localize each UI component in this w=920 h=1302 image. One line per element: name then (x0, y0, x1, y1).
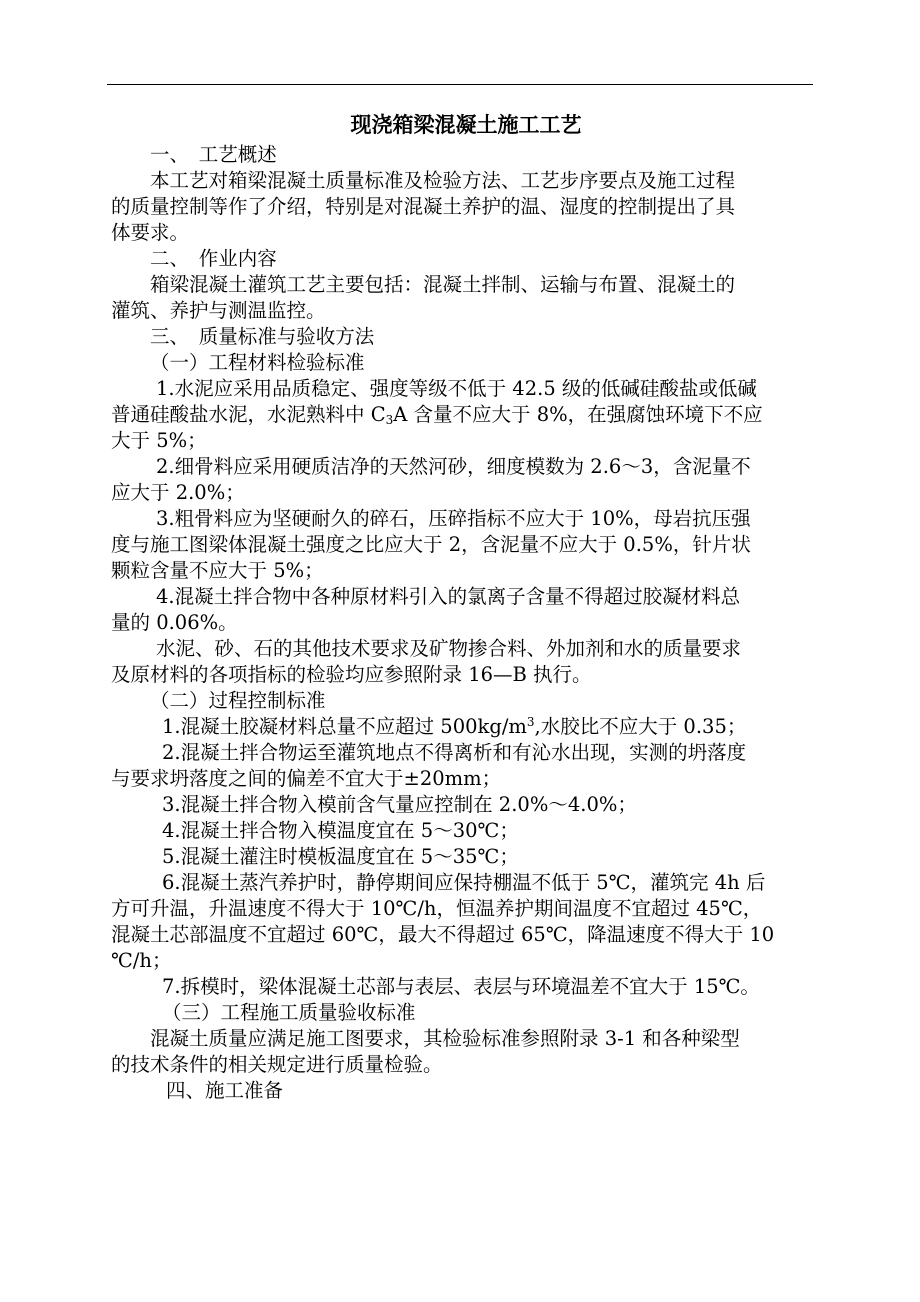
material-item-3-line: 颗粒含量不应大于 5%； (111, 559, 324, 582)
material-item-4-line: 量的 0.06%。 (111, 611, 238, 634)
process-item-2-line: 与要求坍落度之间的偏差不宜大于±20mm； (111, 767, 502, 790)
material-item-2-line: 应大于 2.0%； (111, 481, 245, 504)
section-2-line: 灌筑、养护与测温监控。 (111, 299, 326, 322)
superscript-3: 3 (526, 715, 535, 729)
material-note-line: 水泥、砂、石的其他技术要求及矿物掺合料、外加剂和水的质量要求 (156, 637, 742, 660)
material-item-1-line: 1.水泥应采用品质稳定、强度等级不低于 42.5 级的低碱硅酸盐或低碱 (156, 377, 757, 400)
material-item-2-line: 2.细骨料应采用硬质洁净的天然河砂，细度模数为 2.6～3，含泥量不 (156, 455, 751, 478)
subsection-3-heading: （三）工程施工质量验收标准 (162, 1001, 416, 1024)
process-item-5: 5.混凝土灌注时模板温度宜在 5～35℃； (162, 845, 519, 868)
process-item-2-line: 2.混凝土拌合物运至灌筑地点不得离析和有沁水出现，实测的坍落度 (162, 741, 747, 764)
material-item-4-line: 4.混凝土拌合物中各种原材料引入的氯离子含量不得超过胶凝材料总 (156, 585, 741, 608)
process-item-6-line: 方可升温，升温速度不得大于 10℃/h，恒温养护期间温度不宜超过 45℃， (111, 897, 763, 920)
process-item-1-text: 1.混凝土胶凝材料总量不应超过 500kg/m (162, 715, 527, 738)
process-item-1 (111, 714, 813, 740)
section-1-line: 体要求。 (111, 221, 190, 244)
acceptance-line: 混凝土质量应满足施工图要求，其检验标准参照附录 3-1 和各种梁型 (150, 1027, 740, 1050)
process-item-1-text: ,水胶比不应大于 0.35； (534, 715, 747, 738)
material-item-1-text: A 含量不应大于 8%，在强腐蚀环境下不应 (393, 403, 763, 426)
process-item-6-line: 混凝土芯部温度不宜超过 60℃，最大不得超过 65℃，降温速度不得大于 10 (111, 923, 775, 946)
process-item-7: 7.拆模时，梁体混凝土芯部与表层、表层与环境温差不宜大于 15℃。 (162, 975, 760, 998)
process-item-6-line: 6.混凝土蒸汽养护时，静停期间应保持棚温不低于 5℃，灌筑完 4h 后 (162, 871, 766, 894)
material-item-1-text: 普通硅酸盐水泥，水泥熟料中 C (111, 403, 386, 426)
section-2-line: 箱梁混凝土灌筑工艺主要包括：混凝土拌制、运输与布置、混凝土的 (150, 273, 736, 296)
section-1-heading: 一、 工艺概述 (150, 143, 277, 166)
material-item-1-line (111, 402, 813, 428)
section-4-heading: 四、施工准备 (166, 1079, 284, 1102)
section-2-heading: 二、 作业内容 (150, 247, 277, 270)
material-item-3-line: 度与施工图梁体混凝土强度之比应大于 2，含泥量不应大于 0.5%，针片状 (111, 533, 751, 556)
material-note-line: 及原材料的各项指标的检验均应参照附录 16—B 执行。 (111, 663, 592, 686)
subsection-2-heading: （二）过程控制标准 (150, 689, 326, 712)
subsection-1-heading: （一）工程材料检验标准 (150, 351, 365, 374)
subscript-3: 3 (385, 413, 394, 427)
process-item-3: 3.混凝土拌合物入模前含气量应控制在 2.0%～4.0%； (162, 793, 637, 816)
header-rule (107, 84, 813, 85)
process-item-4: 4.混凝土拌合物入模温度宜在 5～30℃； (162, 819, 519, 842)
section-3-heading: 三、 质量标准与验收方法 (150, 325, 375, 348)
material-item-1-line: 大于 5%； (111, 429, 207, 452)
material-item-3-line: 3.粗骨料应为坚硬耐久的碎石，压碎指标不应大于 10%，母岩抗压强 (156, 507, 751, 530)
document-body (111, 108, 813, 1104)
document-title: 现浇箱梁混凝土施工工艺 (350, 113, 582, 137)
acceptance-line: 的技术条件的相关规定进行质量检验。 (111, 1053, 443, 1076)
process-item-6-line: ℃/h； (111, 949, 172, 972)
section-1-line: 的质量控制等作了介绍，特别是对混凝土养护的温、湿度的控制提出了具 (111, 195, 736, 218)
section-1-line: 本工艺对箱梁混凝土质量标准及检验方法、工艺步序要点及施工过程 (150, 169, 736, 192)
